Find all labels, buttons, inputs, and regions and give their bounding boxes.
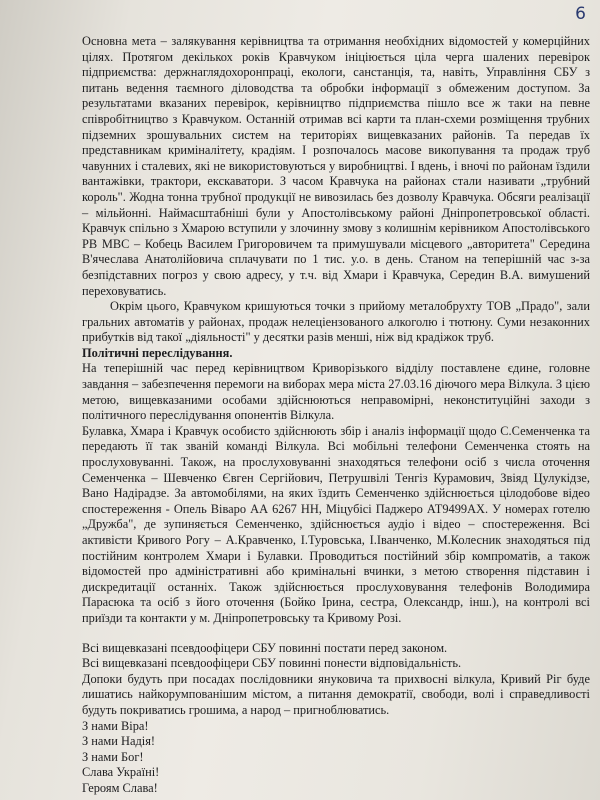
section-heading-political: Політичні переслідування. [82,345,233,360]
closing-glory-heroes: Героям Слава! [82,780,158,795]
paragraph-law: Всі вищевказані псевдоофіцери СБУ повинні постати перед законом. [82,640,448,655]
paragraph-scrap-metal: Окрім цього, Кравчуком кришуються точки з прийому металобрухту ТОВ „Прадо", зали гральних автоматів у районах, продаж нелеціензованого алкоголю і тютюну. Суми незаконних прибутків від такої „діяльності" у десятки разів менші, ніж від крадіжок труб. [82,299,590,345]
page-number: 6 [575,4,586,24]
paragraph-corruption: Допоки будуть при посадах послідовники януковича та прихвосні вілкула, Кривий Ріг буде лишатись найкорумпованішим містом, а питання демократії, свободи, волі і справедливості будуть покриватись грошима, а народ – пригноблюватись. [82,671,590,717]
closing-glory-ukraine: Слава Україні! [82,765,160,780]
paragraph-elections: На теперішній час перед керівництвом Криворізького відділу поставлене єдине, головне завдання – забезпечення перемоги на виборах мера міста 27.03.16 діючого мера Вілкула. З цією метою, вищевказаними особами здійснюються неправомірні, неконституційні заходи з політичного переслідування опонентів Вілкула. [82,361,590,423]
closing-hope: З нами Надія! [82,734,156,749]
closing-god: З нами Бог! [82,749,144,764]
closing-faith: З нами Віра! [82,718,149,733]
document-body [82,34,590,797]
paragraph-surveillance: Булавка, Хмара і Кравчук особисто здійснюють збір і аналіз інформації щодо С.Семенченка та передають її так званій команді Вілкула. Всі мобільні телефони Семенченка стоять на прослуховуванні. Також, на прослуховуванні знаходяться телефони осіб з числа оточення Семенченка – Шевченко Євген Сергійович, Петрушвілі Тенгіз Курамович, Звіяд Цулукідзе, Вано Надірадзе. За автомобілями, на яких їздить Семенченко здійснюється цілодобове відео спостереження - Опель Віваро АА 6267 НН, Міцубісі Паджеро АТ9499АХ. У номерах готелю „Дружба", де зупиняється Семенченко, здійснюється аудіо і відео – спостереження. Всі активісти Кривого Рогу – А.Кравченко, І.Туровська, І.Іванченко, М.Колесник знаходяться під постійним контролем Хмари і Булавки. Проводиться постійний збір компроматів, а також відомостей про адміністративні або кримінальні вчинки, з метою створення підставин і дискредитації останніх. Також здійснюється прослуховування телефонів Володимира Парасюка та осіб з його оточення (Бойко Ірина, сестра, Олександр, інш.), на контролі всі приїзди та контакти у м. Дніпропетровську та Кривому Розі. [82,423,590,625]
paragraph-main-goal: Основна мета – залякування керівництва та отримання необхідних відомостей у комерційних цілях. Протягом декількох років Кравчуком ініціюється ціла черга шалених перевірок підприємства: держнаглядохоронпраці, екологи, санстанція, та, навіть, Управління СБУ з питань ведення таємного діловодства та обробки інформації з обмеженим доступом. За результатами вказаних перевірок, керівництво підприємства пішло все ж таки на певне співробітництво з Кравчуком. Останній отримав всі карти та план-схеми розміщення трубних підземних зрошувальних систем на територіях вищевказаних районів. Та передав їх представникам криміналітету, крадіям. І розпочалось масове викопування та продаж труб чавунних і сталевих, які не використовуються у виробництві. І вдень, і вночі по районам їздили вантажівки, трактори, екскаватори. З часом Кравчука на районах стали називати „трубний король". Жодна тонна трубної продукції не вивозилась без дозволу Кравчука. Обсяги реалізації – мільйонні. Наймасштабніші були у Апостолівському районі Дніпропетровської області. Кравчук спільно з Хмарою вступили у злочинну змову з колишнім керівником Апостолівського РВ МВС – Кобець Василем Григоровичем та примушували місцевого „авторитета" Середина В'ячеслава Анатолійовича сплачувати по 1 тис. у.о. в день. Станом на теперішній час з-за безпідставних погроз у свою адресу, у т.ч. від Хмари і Кравчука, Середин В.А. вимушений переховуватись. [82,34,590,298]
paragraph-responsibility: Всі вищевказані псевдоофіцери СБУ повинні понести відповідальність. [82,656,462,671]
